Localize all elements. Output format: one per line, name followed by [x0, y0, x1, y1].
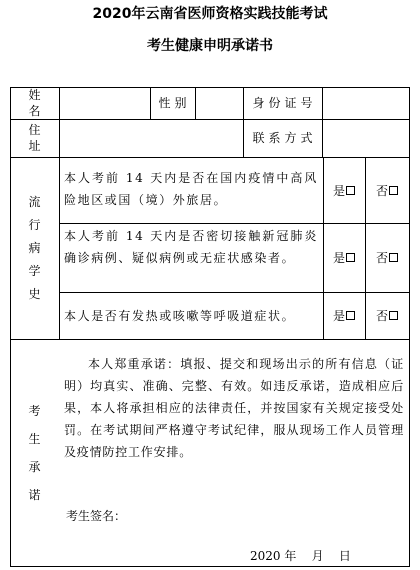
no-option[interactable] [365, 223, 409, 292]
yes-label: 是 [332, 251, 345, 265]
label-char: 生 [28, 431, 41, 446]
address-label: 住址 [28, 123, 50, 153]
contact-label: 联系方式 [252, 131, 317, 145]
label-char: 流 [28, 194, 41, 209]
yes-option[interactable] [323, 223, 365, 292]
question-text: 本人考前 14 天内是否在国内疫情中高风险地区或国（境）外旅居。 [64, 171, 318, 207]
label-char: 承 [28, 459, 41, 474]
gender-label: 性别 [158, 96, 191, 110]
no-label: 否 [375, 309, 388, 323]
no-checkbox[interactable] [389, 311, 398, 320]
form-subtitle: 考生健康申明承诺书 [147, 38, 273, 54]
gender-field[interactable] [195, 87, 243, 119]
label-char: 学 [28, 263, 41, 278]
table-border-right [409, 87, 410, 567]
label-char: 考 [28, 403, 41, 418]
label-char: 病 [28, 240, 41, 255]
sign-date: 2020 年 月 日 [250, 549, 351, 563]
id-number-label: 身份证号 [252, 96, 317, 110]
label-char: 诺 [28, 487, 41, 502]
yes-option[interactable] [323, 292, 365, 339]
row-divider [10, 339, 410, 340]
epidemiological-history-label [10, 157, 59, 339]
signature-field[interactable] [140, 505, 260, 523]
declaration-table [10, 87, 410, 567]
contact-field[interactable] [322, 119, 410, 157]
yes-label: 是 [332, 309, 345, 323]
table-border-bottom [10, 566, 410, 567]
yes-checkbox[interactable] [346, 311, 355, 320]
no-checkbox[interactable] [389, 253, 398, 262]
address-field[interactable] [59, 119, 243, 157]
label-char: 行 [28, 217, 41, 232]
no-option[interactable] [365, 157, 409, 223]
yes-option[interactable] [323, 157, 365, 223]
yes-checkbox[interactable] [346, 253, 355, 262]
no-label: 否 [375, 251, 388, 265]
name-field[interactable] [59, 87, 150, 119]
question-text: 本人考前 14 天内是否密切接触新冠肺炎确诊病例、疑似病例或无症状感染者。 [64, 229, 318, 265]
no-option[interactable] [365, 292, 409, 339]
pledge-text: 本人郑重承诺：填报、提交和现场出示的所有信息（证明）均真实、准确、完整、有效。如违反承诺，造成相应后果，本人将承担相应的法律责任，并按国家有关规定接受处罚。在考试期间严格遵守考试纪律，服从现场工作人员管理及疫情防控工作安排。 [64, 357, 404, 459]
id-number-field[interactable] [322, 87, 410, 119]
yes-label: 是 [332, 183, 345, 198]
pledge-label [10, 339, 59, 566]
name-label: 姓名 [28, 88, 50, 118]
yes-checkbox[interactable] [346, 186, 355, 195]
question-text: 本人是否有发热或咳嗽等呼吸道症状。 [64, 309, 296, 323]
no-label: 否 [375, 183, 388, 198]
label-char: 史 [28, 286, 41, 301]
form-title: 2020年云南省医师资格实践技能考试 [92, 6, 328, 22]
no-checkbox[interactable] [389, 186, 398, 195]
signature-label: 考生签名： [66, 509, 127, 523]
